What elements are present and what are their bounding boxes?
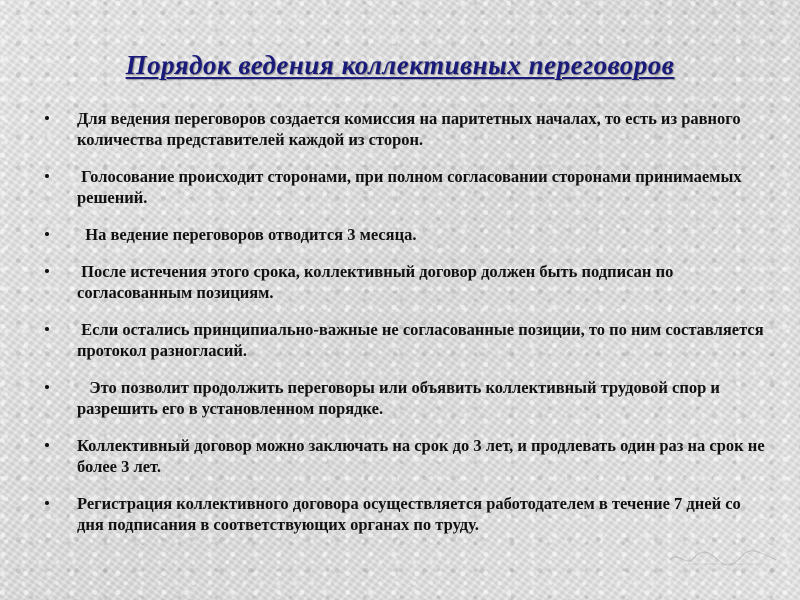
- list-item: [40, 166, 765, 208]
- bullet-dot-icon: [45, 174, 49, 178]
- slide-title: Порядок ведения коллективных переговоров: [125, 50, 675, 80]
- bullet-text: Коллективный договор можно заключать на срок до 3 лет, и продлевать один раз на срок не более 3 лет.: [77, 436, 769, 476]
- bullet-dot-icon: [45, 232, 49, 236]
- list-item: [40, 319, 768, 361]
- bullet-text: Регистрация коллективного договора осуществляется работодателем в течение 7 дней со дня подписания в соответствующих органах по труду.: [77, 494, 745, 534]
- list-item: [40, 108, 765, 150]
- bullet-dot-icon: [45, 385, 49, 389]
- bullet-text: Для ведения переговоров создается комиссия на паритетных началах, то есть из равного количества представителей каждой из сторон.: [77, 109, 745, 149]
- list-item: [40, 377, 765, 419]
- bullet-text: На ведение переговоров отводится 3 месяца.: [77, 225, 417, 244]
- watermark-scribble-icon: [668, 546, 778, 570]
- bullet-text: Если остались принципиально-важные не согласованные позиции, то по ним составляется протокол разногласий.: [77, 320, 768, 360]
- bullet-text: Это позволит продолжить переговоры или объявить коллективный трудовой спор и разрешить его в установленном порядке.: [77, 378, 725, 418]
- bullet-text: Голосование происходит сторонами, при полном согласовании сторонами принимаемых решений.: [77, 167, 746, 207]
- bullet-dot-icon: [45, 327, 49, 331]
- list-item: [40, 261, 765, 303]
- bullet-dot-icon: [45, 501, 49, 505]
- bullet-list: [40, 108, 769, 551]
- bullet-dot-icon: [45, 269, 49, 273]
- bullet-dot-icon: [45, 116, 49, 120]
- bullet-text: После истечения этого срока, коллективный договор должен быть подписан по согласованным позициям.: [77, 262, 678, 302]
- list-item: [40, 224, 765, 245]
- bullet-dot-icon: [45, 443, 49, 447]
- list-item: [40, 493, 765, 535]
- list-item: [40, 435, 769, 477]
